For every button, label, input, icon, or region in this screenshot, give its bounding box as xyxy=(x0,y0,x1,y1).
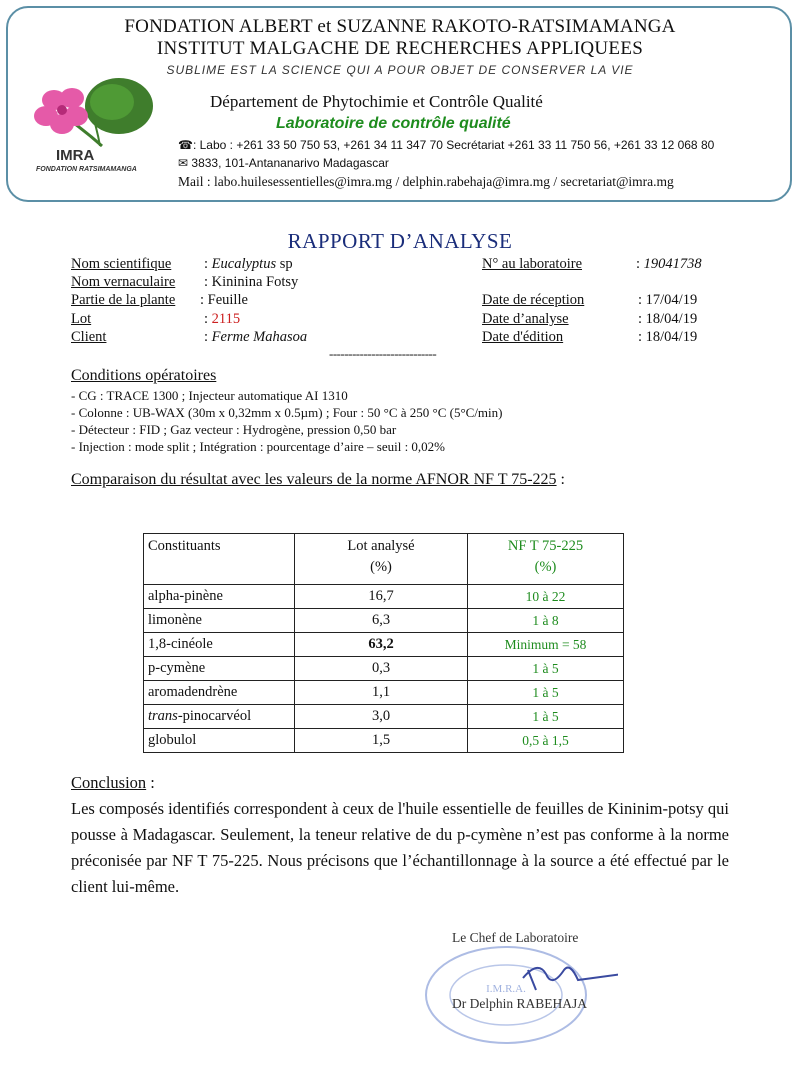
table-row xyxy=(144,729,624,753)
header-constituents: Constituants xyxy=(144,534,295,585)
signatory-name: Dr Delphin RABEHAJA xyxy=(452,996,587,1011)
constituent-name: aromadendrène xyxy=(144,681,295,705)
department-name: Département de Phytochimie et Contrôle Qualité xyxy=(210,92,543,111)
imra-logo-flower-icon xyxy=(24,78,154,150)
analysis-date-label: Date d’analyse xyxy=(482,311,569,327)
constituent-name: trans-pinocarvéol xyxy=(144,705,295,729)
norm-value-cell: 1 à 8 xyxy=(468,609,624,633)
table-row xyxy=(144,633,624,657)
norm-value-cell: 10 à 22 xyxy=(468,585,624,609)
lot-value-cell: 3,0 xyxy=(295,705,468,729)
norm-value-cell: Minimum = 58 xyxy=(468,633,624,657)
report-title: RAPPORT D’ANALYSE xyxy=(287,229,513,253)
edition-date-value: : 18/04/19 xyxy=(638,329,698,345)
client-label: Client xyxy=(71,329,107,345)
lot-value: : 2115 xyxy=(204,311,241,327)
logo-text: IMRA xyxy=(56,147,95,164)
table-header-row xyxy=(144,534,624,585)
results-table xyxy=(143,533,624,753)
constituent-name: alpha-pinène xyxy=(144,585,295,609)
table-row xyxy=(144,657,624,681)
header-norm: NF T 75-225 (%) xyxy=(468,534,624,585)
lot-value-cell: 0,3 xyxy=(295,657,468,681)
motto: SUBLIME EST LA SCIENCE QUI A POUR OBJET DE CONSERVER LA VIE xyxy=(166,63,634,77)
phone-icon: ☎ xyxy=(178,138,193,152)
table-row xyxy=(144,609,624,633)
edition-date-label: Date d'édition xyxy=(482,329,564,345)
address-line: ✉ 3833, 101-Antananarivo Madagascar xyxy=(178,156,389,170)
separator-line: ---------------------------- xyxy=(329,346,437,361)
condition-line: - Colonne : UB-WAX (30m x 0,32mm x 0.5µm) ; Four : 50 °C à 250 °C (5°C/min) xyxy=(71,405,503,420)
condition-line: - Détecteur : FID ; Gaz vecteur : Hydrogène, pression 0,50 bar xyxy=(71,422,397,437)
reception-date-label: Date de réception xyxy=(482,292,585,308)
svg-text:I.M.R.A.: I.M.R.A. xyxy=(486,983,526,995)
condition-line: - Injection : mode split ; Intégration : pourcentage d’aire – seuil : 0,02% xyxy=(71,439,446,454)
constituent-name: globulol xyxy=(144,729,295,753)
vernacular-name-label: Nom vernaculaire xyxy=(71,274,176,290)
table-row xyxy=(144,585,624,609)
phone-line: ☎: Labo : +261 33 50 750 53, +261 34 11 347 70 Secrétariat +261 33 11 750 56, +261 33 12 068 80 xyxy=(178,138,715,152)
laboratory-name: Laboratoire de contrôle qualité xyxy=(276,115,511,132)
lot-value-cell: 16,7 xyxy=(295,585,468,609)
envelope-icon: ✉ xyxy=(178,156,189,170)
conditions-heading: Conditions opératoires xyxy=(71,367,217,384)
analysis-date-value: : 18/04/19 xyxy=(638,311,698,327)
comparison-heading: Comparaison du résultat avec les valeurs de la norme AFNOR NF T 75-225 : xyxy=(71,471,565,488)
vernacular-name-value: : Kininina Fotsy xyxy=(204,274,299,290)
foundation-name: FONDATION ALBERT et SUZANNE RAKOTO-RATSIMAMANGA xyxy=(124,16,676,37)
table-row xyxy=(144,681,624,705)
table-row xyxy=(144,705,624,729)
signature-title: Le Chef de Laboratoire xyxy=(452,930,579,945)
client-value: : Ferme Mahasoa xyxy=(204,329,308,345)
condition-line: - CG : TRACE 1300 ; Injecteur automatique AI 1310 xyxy=(71,388,348,403)
constituent-name: p-cymène xyxy=(144,657,295,681)
plant-part-label: Partie de la plante xyxy=(71,292,176,308)
scientific-name-label: Nom scientifique xyxy=(71,256,172,272)
header-lot: Lot analysé (%) xyxy=(295,534,468,585)
mail-line: Mail : labo.huilesessentielles@imra.mg / delphin.rabehaja@imra.mg / secretariat@imra.mg xyxy=(178,174,674,189)
norm-value-cell: 1 à 5 xyxy=(468,657,624,681)
lot-value-cell: 6,3 xyxy=(295,609,468,633)
scientific-name-value: : Eucalyptus sp xyxy=(204,256,293,272)
constituent-name: 1,8-cinéole xyxy=(144,633,295,657)
lot-label: Lot xyxy=(71,311,92,327)
institute-name: INSTITUT MALGACHE DE RECHERCHES APPLIQUEES xyxy=(156,38,644,59)
reception-date-value: : 17/04/19 xyxy=(638,292,698,308)
norm-value-cell: 0,5 à 1,5 xyxy=(468,729,624,753)
conclusion-text: Les composés identifiés correspondent à ceux de l'huile essentielle de feuilles de Kininim-potsy qui pousse à Madagascar. Seulement, la teneur relative de du p-cymène n’est pas conforme à la norme préconisée par NF T 75-225. Nous précisons que l’échantillonnage à la source a été effectué par le client lui-même. xyxy=(71,799,729,896)
conclusion-heading: Conclusion : xyxy=(71,773,155,792)
lab-number-value: : 19041738 xyxy=(636,256,702,272)
norm-value-cell: 1 à 5 xyxy=(468,705,624,729)
lab-number-label: N° au laboratoire xyxy=(482,256,583,272)
plant-part-value: : Feuille xyxy=(200,292,248,308)
lot-value-cell: 63,2 xyxy=(295,633,468,657)
laboratory-stamp xyxy=(418,940,618,1050)
norm-value-cell: 1 à 5 xyxy=(468,681,624,705)
lot-value-cell: 1,5 xyxy=(295,729,468,753)
lot-value-cell: 1,1 xyxy=(295,681,468,705)
logo-subtitle: FONDATION RATSIMAMANGA xyxy=(36,166,137,173)
constituent-name: limonène xyxy=(144,609,295,633)
